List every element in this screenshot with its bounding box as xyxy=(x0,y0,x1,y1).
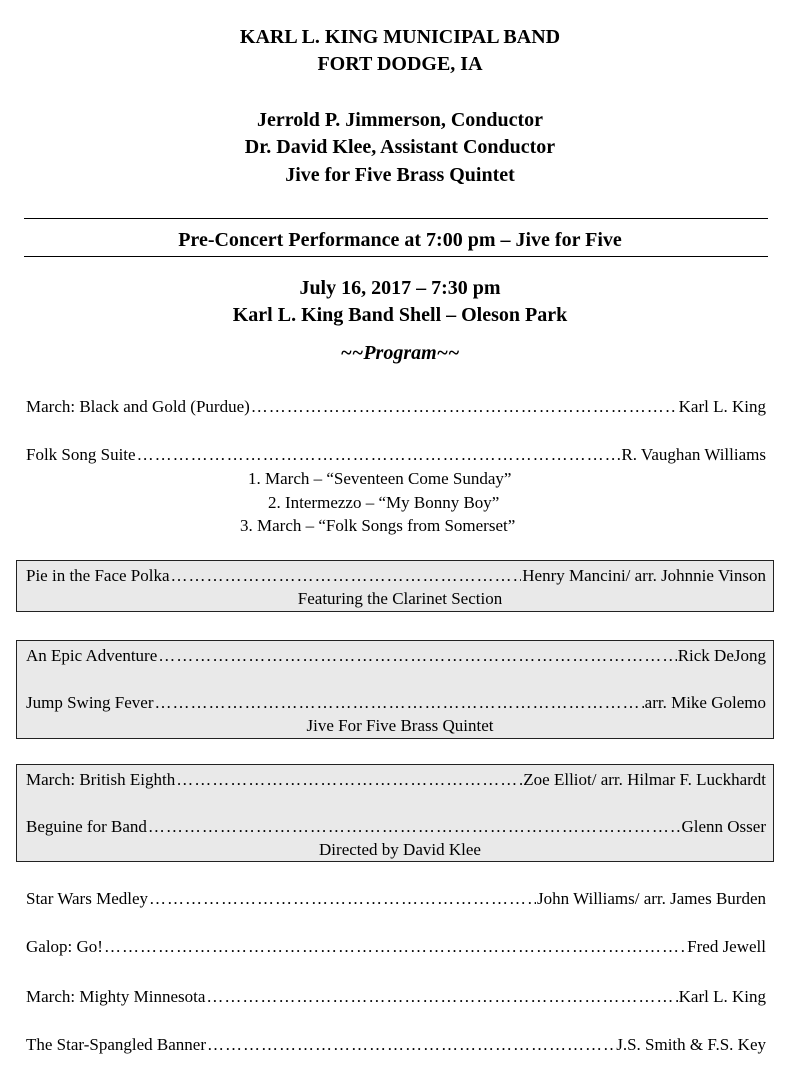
piece-title: The Star-Spangled Banner xyxy=(26,1035,206,1054)
movement-item: 2. Intermezzo – “My Bonny Boy” xyxy=(268,493,500,512)
piece-title: Pie in the Face Polka xyxy=(26,566,170,585)
piece-title: March: Black and Gold (Purdue) xyxy=(26,397,250,416)
leader-dots xyxy=(207,1035,615,1055)
program-item xyxy=(26,646,766,666)
piece-title: Beguine for Band xyxy=(26,817,147,836)
piece-composer: Karl L. King xyxy=(678,987,766,1006)
piece-title: Folk Song Suite xyxy=(26,445,136,464)
city: FORT DODGE, IA xyxy=(317,53,483,75)
feature-note: Featuring the Clarinet Section xyxy=(297,589,503,608)
leader-dots xyxy=(149,889,536,909)
piece-title: Jump Swing Fever xyxy=(26,693,154,712)
piece-composer: John Williams/ arr. James Burden xyxy=(537,889,766,908)
program-item xyxy=(26,397,766,417)
concert-date-time: July 16, 2017 – 7:30 pm xyxy=(299,277,501,299)
movement-item: 1. March – “Seventeen Come Sunday” xyxy=(248,469,512,488)
movement-item: 3. March – “Folk Songs from Somerset” xyxy=(240,516,516,535)
piece-composer: J.S. Smith & F.S. Key xyxy=(616,1035,766,1054)
piece-composer: Rick DeJong xyxy=(677,646,766,665)
program-item xyxy=(26,770,766,790)
leader-dots xyxy=(155,693,644,713)
piece-title: March: Mighty Minnesota xyxy=(26,987,206,1006)
piece-title: March: British Eighth xyxy=(26,770,176,789)
program-item xyxy=(26,445,766,465)
assistant-conductor: Dr. David Klee, Assistant Conductor xyxy=(244,136,556,158)
feature-note: Jive For Five Brass Quintet xyxy=(306,716,494,735)
piece-title: An Epic Adventure xyxy=(26,646,158,665)
program-item xyxy=(26,937,766,957)
program-item xyxy=(26,987,766,1007)
leader-dots xyxy=(206,987,677,1007)
band-name: KARL L. KING MUNICIPAL BAND xyxy=(239,26,561,48)
leader-dots xyxy=(104,937,686,957)
piece-composer: Fred Jewell xyxy=(687,937,766,956)
program-item xyxy=(26,1035,766,1055)
piece-title: Galop: Go! xyxy=(26,937,103,956)
piece-composer: Glenn Osser xyxy=(681,817,766,836)
leader-dots xyxy=(137,445,621,465)
leader-dots xyxy=(176,770,522,790)
divider-bottom xyxy=(24,256,768,257)
divider-top xyxy=(24,218,768,219)
program-item xyxy=(26,889,766,909)
piece-composer: Henry Mancini/ arr. Johnnie Vinson xyxy=(522,566,766,585)
program-item xyxy=(26,693,766,713)
leader-dots xyxy=(158,646,676,666)
program-item xyxy=(26,817,766,837)
program-item xyxy=(26,566,766,586)
leader-dots xyxy=(148,817,681,837)
piece-composer: Zoe Elliot/ arr. Hilmar F. Luckhardt xyxy=(523,770,766,789)
leader-dots xyxy=(251,397,678,417)
program-heading: ~~Program~~ xyxy=(340,342,460,364)
piece-title: Star Wars Medley xyxy=(26,889,149,908)
piece-composer: R. Vaughan Williams xyxy=(621,445,766,464)
preconcert-line: Pre-Concert Performance at 7:00 pm – Jive for Five xyxy=(178,229,622,251)
feature-note: Directed by David Klee xyxy=(319,840,481,859)
leader-dots xyxy=(171,566,522,586)
concert-venue: Karl L. King Band Shell – Oleson Park xyxy=(232,304,568,326)
quintet-name: Jive for Five Brass Quintet xyxy=(285,164,515,186)
piece-composer: Karl L. King xyxy=(678,397,766,416)
conductor: Jerrold P. Jimmerson, Conductor xyxy=(256,109,544,131)
piece-composer: arr. Mike Golemo xyxy=(644,693,766,712)
